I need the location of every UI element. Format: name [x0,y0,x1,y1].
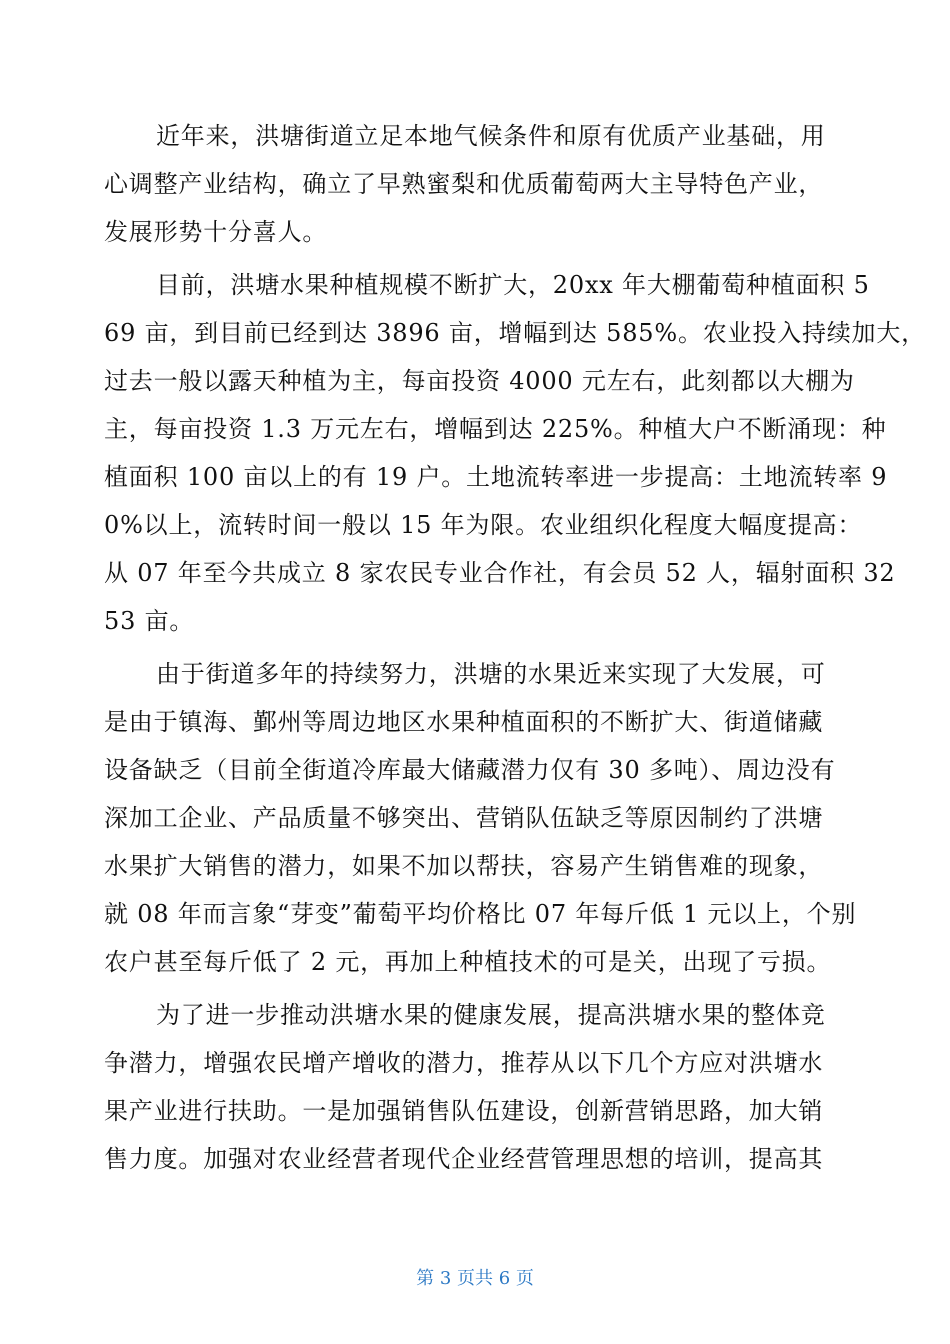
text-line: 心调整产业结构，确立了早熟蜜梨和优质葡萄两大主导特色产业， [104,170,824,198]
text-line: 植面积 100 亩以上的有 19 户。土地流转率进一步提高：土地流转率 9 [104,463,888,491]
text-line: 争潜力，增强农民增产增收的潜力，推荐从以下几个方应对洪塘水 [104,1049,824,1077]
text-line: 从 07 年至今共成立 8 家农民专业合作社，有会员 52 人，辐射面积 32 [104,559,896,587]
text-line: 果产业进行扶助。一是加强销售队伍建设，创新营销思路，加大销 [104,1097,824,1125]
paragraph-4 [104,991,848,1183]
text-line: 农户甚至每斤低了 2 元，再加上种植技术的可是关，出现了亏损。 [104,948,832,976]
text-line: 由于街道多年的持续努力，洪塘的水果近来实现了大发展，可 [156,660,826,688]
text-line: 69 亩，到目前已经到达 3896 亩，增幅到达 585%。农业投入持续加大， [104,319,926,347]
paragraph-1 [104,112,848,256]
text-line: 为了进一步推动洪塘水果的健康发展，提高洪塘水果的整体竞 [156,1001,826,1029]
text-line: 主，每亩投资 1.3 万元左右，增幅到达 225%。种植大户不断涌现：种 [104,415,887,443]
text-line: 就 08 年而言象“芽变”葡萄平均价格比 07 年每斤低 1 元以上，个别 [104,900,857,928]
text-line: 深加工企业、产品质量不够突出、营销队伍缺乏等原因制约了洪塘 [104,804,824,832]
text-line: 过去一般以露天种植为主，每亩投资 4000 元左右，此刻都以大棚为 [104,367,855,395]
paragraph-2 [104,261,926,645]
text-line: 53 亩。 [104,607,195,635]
text-line: 设备缺乏（目前全街道冷库最大储藏潜力仅有 30 多吨）、周边没有 [104,756,836,784]
text-line: 发展形势十分喜人。 [104,218,328,246]
text-line: 近年来，洪塘街道立足本地气候条件和原有优质产业基础，用 [156,122,826,150]
text-line: 0%以上，流转时间一般以 15 年为限。农业组织化程度大幅度提高： [104,511,863,539]
page-number-footer: 第 3 页共 6 页 [416,1268,534,1289]
paragraph-3 [104,650,857,986]
text-line: 是由于镇海、鄞州等周边地区水果种植面积的不断扩大、街道储藏 [104,708,824,736]
document-body [104,112,926,1183]
text-line: 目前，洪塘水果种植规模不断扩大，20xx 年大棚葡萄种植面积 5 [156,271,870,299]
text-line: 水果扩大销售的潜力，如果不加以帮扶，容易产生销售难的现象， [104,852,824,880]
text-line: 售力度。加强对农业经营者现代企业经营管理思想的培训，提高其 [104,1145,824,1173]
